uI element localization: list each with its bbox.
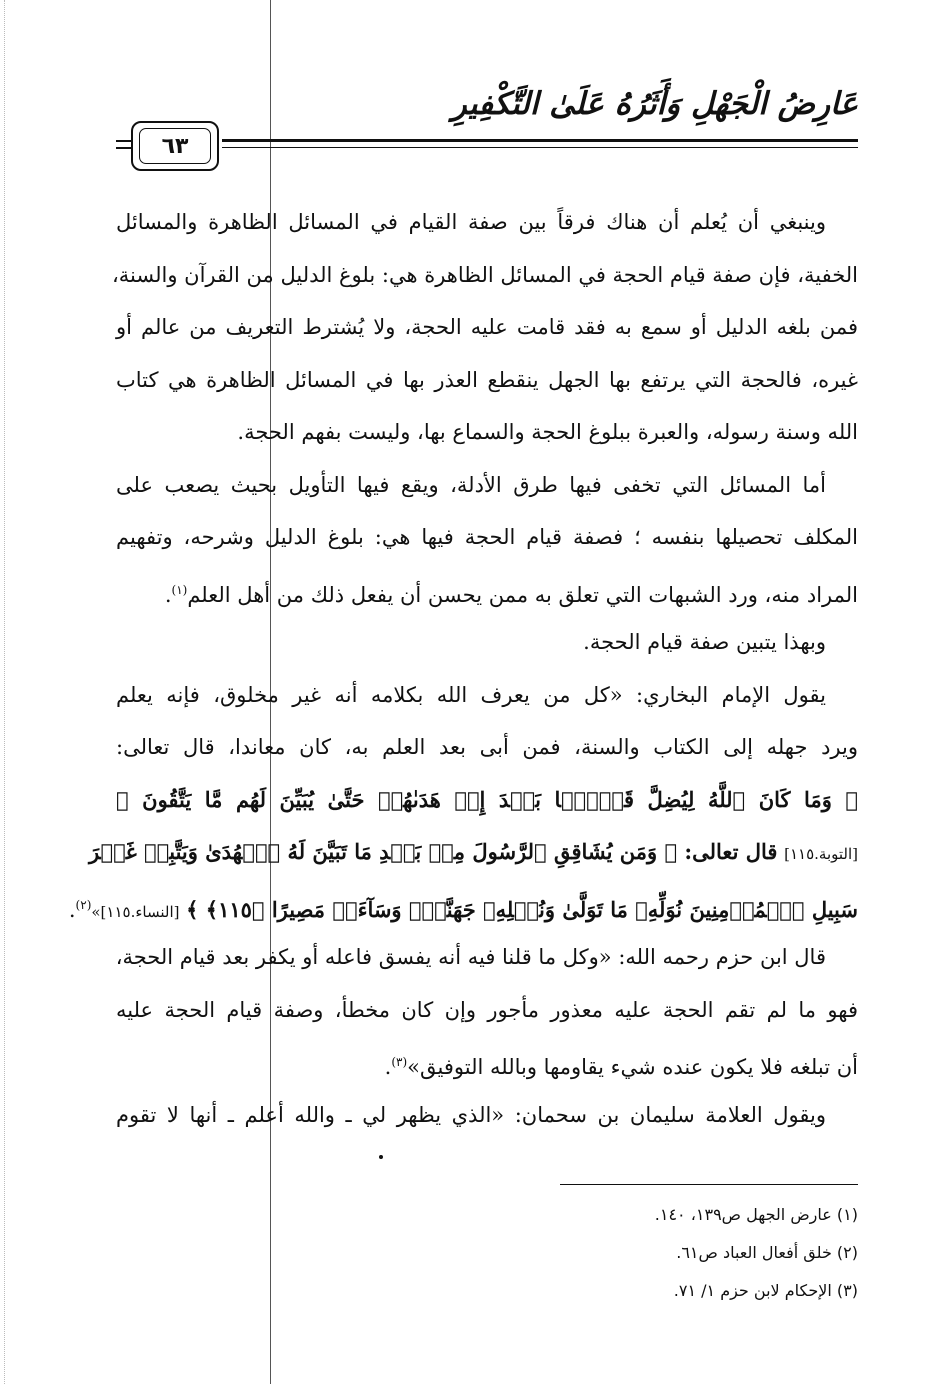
ink-dot (379, 1155, 383, 1159)
text-fragment: المراد منه، ورد الشبهات التي تعلق به ممن يحسن أن يفعل ذلك من أهل العلم (187, 582, 858, 607)
main-text (68, 196, 858, 1141)
text-line: وينبغي أن يُعلم أن هناك فرقاً بين صفة القيام في المسائل الظاهرة والمسائل (116, 210, 826, 234)
verse-reference: [التوبة.١١٥] (784, 845, 858, 863)
page-edge (4, 0, 6, 1384)
footnote-marker: (١) (171, 582, 188, 597)
header-rule-left (116, 147, 132, 149)
page-number-frame (131, 121, 219, 171)
verse-reference: [النساء.١١٥]» (91, 902, 180, 921)
footnote-marker: (٢) (75, 897, 92, 912)
quran-verse-line: سَبِيلِ ٱلۡمُؤۡمِنِينَ نُوَلِّهِۦ مَا تَوَلَّىٰ وَنُصۡلِهِۦ جَهَنَّمَۖ وَسَآءَتۡ مَصِيرًا ﴿١١٥﴾ ﴾ [النساء.١١٥]»$^{(٢)}$. (68, 896, 858, 922)
footnote-separator (560, 1184, 858, 1185)
text-line: يقول الإمام البخاري: «كل من يعرف الله بكلامه أنه غير مخلوق، فإنه يعلم (116, 682, 826, 707)
text-line: المراد منه، ورد الشبهات التي تعلق به ممن يحسن أن يفعل ذلك من أهل العلم$^{(١)}$. (164, 582, 858, 607)
text-line: أما المسائل التي تخفى فيها طرق الأدلة، ويقع فيها التأويل بحيث يصعب على (116, 472, 826, 497)
text-line: الله وسنة رسوله، والعبرة ببلوغ الحجة والسماع بها، وليست بفهم الحجة. (237, 420, 858, 444)
text-fragment: سَبِيلِ ٱلۡمُؤۡمِنِينَ نُوَلِّهِۦ مَا تَوَلَّىٰ وَنُصۡلِهِۦ جَهَنَّمَۖ وَسَآءَتۡ مَصِيرًا ﴿١١٥﴾ ﴾ (186, 896, 858, 922)
text-line: غيره، فالحجة التي يرتفع بها الجهل ينقطع العذر بها في المسائل الظاهرة هي كتاب (116, 367, 858, 392)
text-line: فمن بلغه الدليل أو سمع به فقد قامت عليه الحجة، ولا يُشترط التعريف من عالم أو (116, 315, 858, 339)
header-rule-thin (222, 147, 858, 148)
quran-verse-line: ﴿ وَمَا كَانَ ٱللَّهُ لِيُضِلَّ قَوۡمَۢا بَعۡدَ إِذۡ هَدَىٰهُمۡ حَتَّىٰ يُبَيِّنَ لَهُم مَّا يَتَّقُونَ ﴾ (116, 786, 858, 812)
page-number: ٦٣ (139, 128, 211, 164)
running-title: عَارِضُ الْجَهْلِ وَأَثَرُهُ عَلَىٰ التَّكْفِيرِ (451, 86, 858, 122)
text-line: أن تبلغه فلا يكون عنده شيء يقاومها وبالله التوفيق»$^{(٣)}$. (384, 1055, 858, 1079)
footnote-3: (٣) الإحكام لابن حزم ١/ ٧١. (673, 1281, 858, 1300)
quran-verse-line (88, 826, 858, 879)
text-line: ويقول العلامة سليمان بن سحمان: «الذي يظهر لي ـ والله أعلم ـ أنها لا تقوم (116, 1102, 826, 1127)
text-fragment: أن تبلغه فلا يكون عنده شيء يقاومها وبالله التوفيق» (407, 1055, 858, 1079)
footnote-2: (٢) خلق أفعال العباد ص٦١. (676, 1243, 858, 1262)
footnote-marker: (٣) (391, 1055, 408, 1069)
text-line: فهو ما لم تقم الحجة عليه معذور مأجور وإن كان مخطأ، وصفة قيام الحجة عليه (116, 997, 858, 1022)
text-line: وبهذا يتبين صفة قيام الحجة. (583, 630, 826, 654)
text-line: قال ابن حزم رحمه الله: «وكل ما قلنا فيه أنه يفسق فاعله أو يكفر بعد قيام الحجة، (115, 945, 826, 969)
header-rule-left (116, 140, 132, 142)
text-fragment: قال تعالى: ﴿ وَمَن يُشَاقِقِ ٱلرَّسُولَ مِنۢ بَعۡدِ مَا تَبَيَّنَ لَهُ ٱلۡهُدَىٰ وَيَتَّبِعۡ غَيۡرَ (88, 839, 778, 864)
text-line: الخفية، فإن صفة قيام الحجة في المسائل الظاهرة هي: بلوغ الدليل من القرآن والسنة، (112, 262, 858, 287)
footnote-1: (١) عارض الجهل ص١٣٩، ١٤٠. (654, 1205, 858, 1224)
text-line: المكلف تحصيلها بنفسه ؛ فصفة قيام الحجة فيها هي: بلوغ الدليل وشرحه، وتفهيم (116, 525, 858, 549)
footnotes (558, 1196, 858, 1310)
header-rule-thick (222, 139, 858, 142)
text-line: ويرد جهله إلى الكتاب والسنة، فمن أبى بعد العلم به، كان معاندا، قال تعالى: (116, 735, 858, 759)
